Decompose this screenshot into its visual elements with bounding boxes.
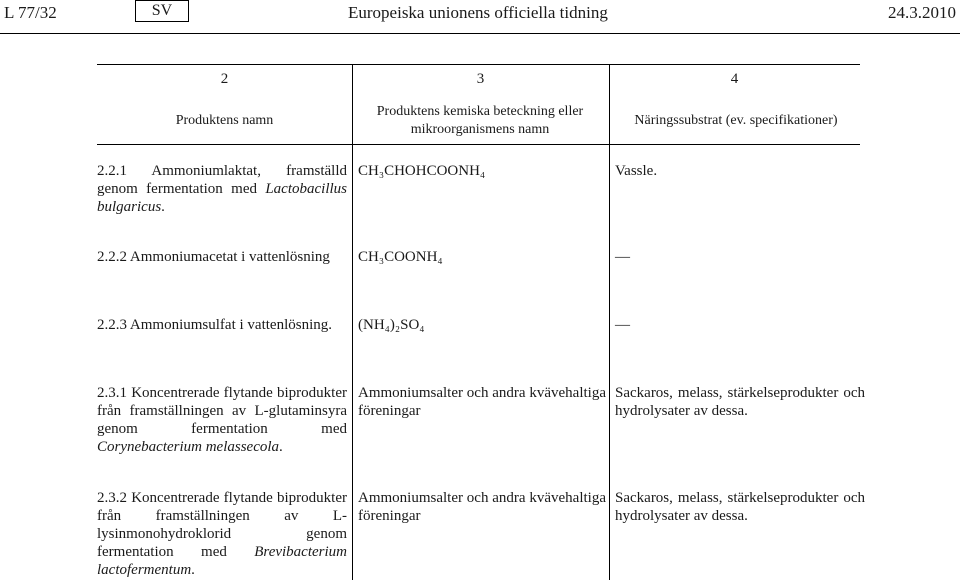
table-top-rule	[97, 64, 860, 65]
table-row-formula: Ammoniumsalter och andra kvävehaltiga föreningar	[358, 490, 606, 524]
header-divider	[0, 33, 960, 34]
column-number: 2	[220, 71, 229, 87]
column-number: 4	[730, 71, 739, 87]
table-row-product-name: 2.2.1 Ammoniumlaktat, framställd genom fermentation med Lactobacillus bulgaricus.	[97, 163, 347, 215]
column-header-substrate: Näringssubstrat (ev. specifikationer)	[634, 113, 838, 128]
table-row-substrate: —	[615, 317, 630, 333]
page-reference: L 77/32	[4, 3, 57, 22]
table-row-product-name: 2.3.1 Koncentrerade flytande biprodukter från framställningen av L-glutaminsyra genom fermentation med Corynebacterium melassecola.	[97, 385, 347, 455]
language-badge: SV	[135, 0, 189, 22]
column-divider	[609, 64, 610, 580]
table-header-rule	[97, 144, 860, 145]
table-row-formula: CH₃CHOHCOONH₄	[358, 163, 486, 179]
publication-title: Europeiska unionens officiella tidning	[348, 3, 608, 22]
table-row-product-name: 2.3.2 Koncentrerade flytande biprodukter från framställningen av L-lysinmonohydroklorid genom fermentation med Brevibacterium lactofermentum.	[97, 490, 347, 578]
table-row-substrate: Sackaros, melass, stärkelseprodukter och hydrolysater av dessa.	[615, 490, 865, 524]
table-row-formula: Ammoniumsalter och andra kvävehaltiga föreningar	[358, 385, 606, 419]
table-row-formula: CH₃COONH₄	[358, 249, 443, 265]
column-number: 3	[476, 71, 485, 87]
column-header-product-name: Produktens namn	[175, 113, 274, 128]
table-row-substrate: —	[615, 249, 630, 265]
page-header	[0, 0, 960, 26]
table-row-substrate: Sackaros, melass, stärkelseprodukter och hydrolysater av dessa.	[615, 385, 865, 419]
publication-date: 24.3.2010	[888, 3, 956, 22]
table-row-formula: (NH₄)₂SO₄	[358, 317, 425, 333]
table-row-substrate: Vassle.	[615, 163, 658, 179]
table-row-product-name: 2.2.2 Ammoniumacetat i vattenlösning	[97, 249, 330, 265]
column-header-chemical-name: Produktens kemiska beteckning eller mikroorganismens namn	[376, 104, 584, 137]
column-divider	[352, 64, 353, 580]
table-row-product-name: 2.2.3 Ammoniumsulfat i vattenlösning.	[97, 317, 332, 333]
